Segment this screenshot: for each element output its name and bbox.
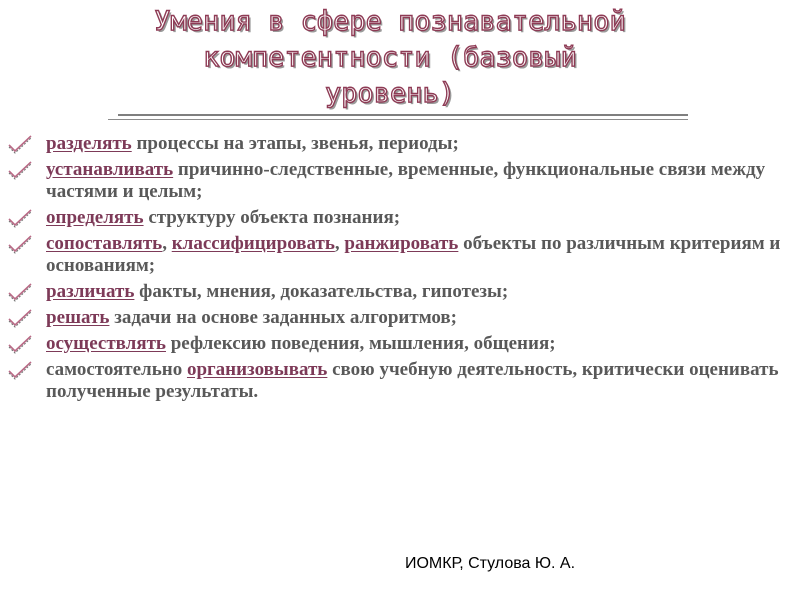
item-text: ,	[162, 233, 172, 254]
title-line-1: Умения в сфере познавательной	[154, 6, 626, 37]
list-item	[0, 307, 800, 329]
keyword: ранжировать	[344, 233, 459, 254]
list-item	[0, 159, 800, 203]
item-text: объекты по различным критериям и основаниям;	[46, 233, 781, 276]
item-text: свою учебную деятельность, критически оценивать полученные результаты.	[46, 359, 779, 402]
list-item	[0, 359, 800, 403]
list-item	[0, 281, 800, 303]
checkmark-icon	[6, 334, 34, 354]
item-text: рефлексию поведения, мышления, общения;	[165, 333, 556, 354]
keyword: организовывать	[186, 359, 328, 380]
item-text: самостоятельно	[46, 359, 187, 380]
keyword: устанавливать	[46, 159, 174, 180]
checkmark-icon	[6, 282, 34, 302]
keyword: осуществлять	[46, 333, 166, 354]
keyword: различать	[46, 281, 135, 302]
keyword: классифицировать	[171, 233, 335, 254]
list-item	[0, 207, 800, 229]
list-item	[0, 333, 800, 355]
list-item	[0, 233, 800, 277]
checkmark-icon	[6, 360, 34, 380]
item-text: процессы на этапы, звенья, периоды;	[131, 133, 459, 154]
separator: ,	[334, 233, 345, 254]
keyword: решать	[46, 307, 110, 328]
list-item	[0, 133, 800, 155]
checkmark-icon	[6, 234, 34, 254]
title-divider-top	[118, 114, 688, 116]
item-text: факты, мнения, доказательства, гипотезы;	[134, 281, 509, 302]
item-text: задачи на основе заданных алгоритмов;	[109, 307, 457, 328]
slide-title	[60, 4, 720, 112]
checkmark-icon	[6, 208, 34, 228]
checkmark-icon	[6, 308, 34, 328]
item-text: структуру объекта познания;	[143, 207, 401, 228]
keyword: разделять	[46, 133, 132, 154]
checkmark-icon	[6, 160, 34, 180]
skills-list	[0, 133, 800, 407]
keyword: определять	[46, 207, 144, 228]
checkmark-icon	[6, 134, 34, 154]
title-line-3: уровень)	[324, 78, 456, 109]
title-divider-bottom	[108, 119, 688, 120]
footer-author: ИОМКР, Стулова Ю. А.	[404, 555, 576, 572]
title-line-2: компетентности (базовый	[203, 42, 577, 73]
item-text: причинно-следственные, временные, функциональные связи между частями и целым;	[46, 159, 766, 202]
keyword: сопоставлять	[46, 233, 163, 254]
